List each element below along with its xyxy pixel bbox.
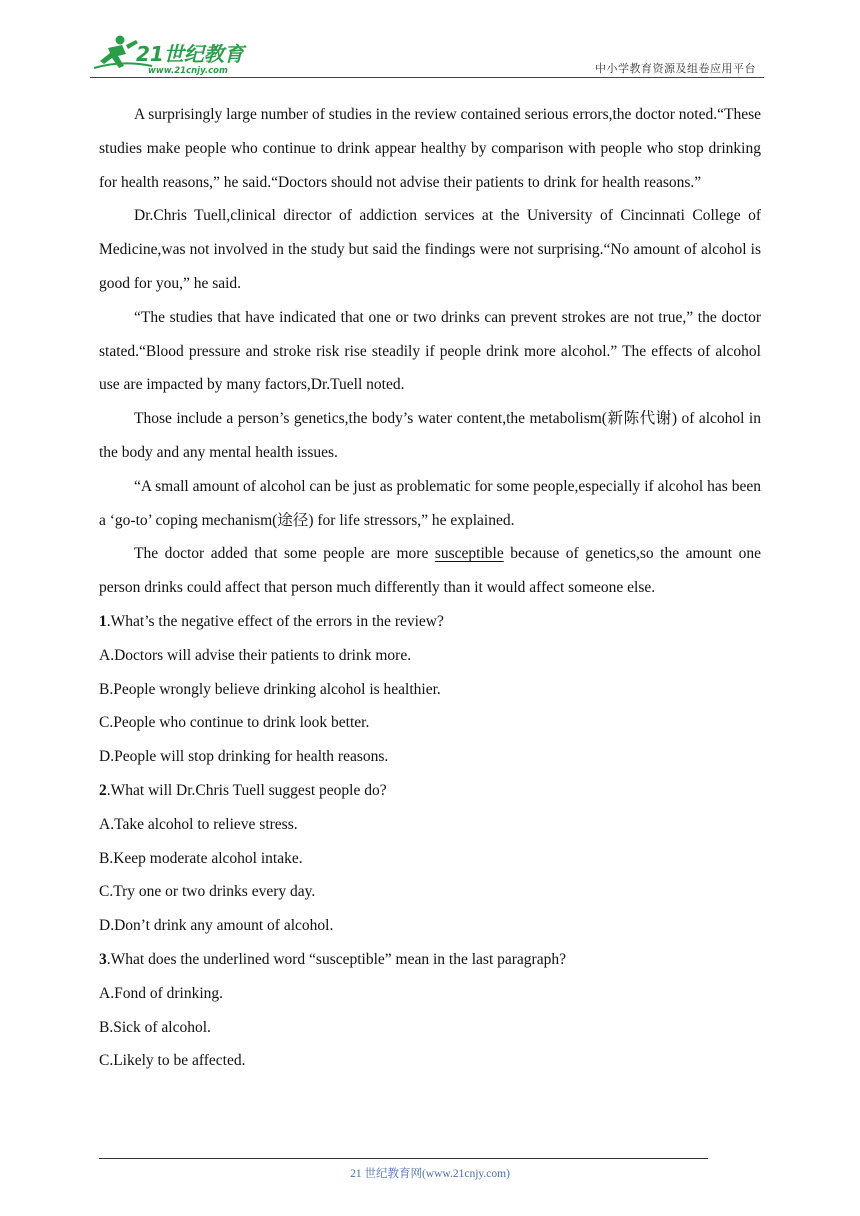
passage-paragraph-1: A surprisingly large number of studies in the review contained serious errors,the doctor noted.“These studies make people who continue to drink appear healthy by comparison with people who stop drinking for health reasons,” he said.“Doctors should not advise their patients to drink for health reasons.” — [99, 106, 761, 191]
question-3-option-a: A.Fond of drinking. — [99, 984, 223, 1002]
passage-paragraph-2: Dr.Chris Tuell,clinical director of addiction services at the University of Cincinnati College of Medicine,was not involved in the study but said the findings were not surprising.“No amount of alcohol is good for you,” he said. — [99, 207, 761, 292]
question-1-option-b: B.People wrongly believe drinking alcohol is healthier. — [99, 680, 441, 698]
logo-wordmark: 21世纪教育 — [136, 42, 244, 66]
p6-text-before: The doctor added that some people are more — [134, 545, 435, 563]
question-number: 1 — [99, 612, 107, 630]
question-2-option-a: A.Take alcohol to relieve stress. — [99, 815, 298, 833]
footer-divider — [99, 1158, 708, 1159]
question-text: .What will Dr.Chris Tuell suggest people do? — [106, 781, 387, 799]
question-2-stem — [99, 774, 761, 808]
document-body — [99, 98, 761, 1078]
p6-text-after: because of genetics,so the amount one person drinks could affect that person much differently than it would affect someone else. — [99, 545, 761, 597]
passage-paragraph-3: “The studies that have indicated that one or two drinks can prevent strokes are not true,” the doctor stated.“Blood pressure and stroke risk rise steadily if people drink more alcohol.” The effects of alcohol use are impacted by many factors,Dr.Tuell noted. — [99, 308, 761, 394]
question-2-option-c: C.Try one or two drinks every day. — [99, 883, 316, 901]
page-header — [90, 34, 764, 78]
logo-url: www.21cnjy.com — [148, 66, 228, 76]
question-3-stem — [99, 943, 761, 977]
underlined-word: susceptible — [434, 545, 504, 563]
question-2-option-b: B.Keep moderate alcohol intake. — [99, 849, 303, 867]
question-1-option-c: C.People who continue to drink look better. — [99, 714, 370, 732]
question-number: 3 — [99, 950, 107, 968]
site-logo — [92, 34, 262, 76]
question-number: 2 — [99, 781, 107, 799]
question-3-option-c: C.Likely to be affected. — [99, 1052, 246, 1070]
header-platform-text: 中小学教育资源及组卷应用平台 — [595, 62, 756, 75]
footer-site-text: 21 世纪教育网(www.21cnjy.com) — [350, 1168, 510, 1180]
runner-logo-icon — [92, 34, 262, 76]
passage-paragraph-4: Those include a person’s genetics,the body’s water content,the metabolism(新陈代谢) of alcohol in the body and any mental health issues. — [99, 410, 761, 461]
question-text: .What does the underlined word “susceptible” mean in the last paragraph? — [106, 950, 566, 968]
question-1-option-a: A.Doctors will advise their patients to drink more. — [99, 646, 412, 664]
question-1-stem — [99, 605, 761, 639]
question-1-option-d: D.People will stop drinking for health reasons. — [99, 748, 389, 766]
header-divider — [90, 77, 764, 78]
question-2-option-d: D.Don’t drink any amount of alcohol. — [99, 917, 334, 935]
question-3-option-b: B.Sick of alcohol. — [99, 1018, 211, 1036]
passage-paragraph-6 — [99, 537, 761, 605]
passage-paragraph-5: “A small amount of alcohol can be just as problematic for some people,especially if alcohol has been a ‘go-to’ coping mechanism(途径) for life stressors,” he explained. — [99, 477, 761, 529]
question-text: .What’s the negative effect of the errors in the review? — [106, 612, 444, 630]
